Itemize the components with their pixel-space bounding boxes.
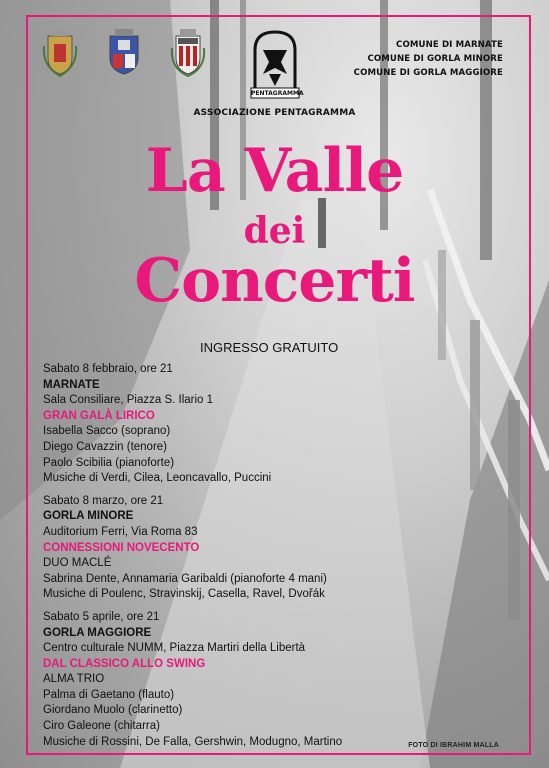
event-program: GRAN GALÀ LIRICO [43, 409, 155, 422]
event-detail: ALMA TRIO [43, 673, 105, 686]
event-town: MARNATE [43, 378, 100, 391]
event-town: GORLA MAGGIORE [43, 626, 152, 639]
comune-gorla-maggiore: COMUNE DI GORLA MAGGIORE [353, 68, 503, 78]
gorla-maggiore-crest-icon [168, 26, 208, 78]
event-detail: Musiche di Rossini, De Falla, Gershwin, Modugno, Martino [43, 735, 343, 748]
event-detail: Ciro Galeone (chitarra) [43, 720, 160, 733]
event-marnate [43, 362, 342, 487]
event-detail: Palma di Gaetano (flauto) [43, 688, 175, 701]
event-gorla-maggiore [43, 610, 342, 750]
event-detail: Isabella Sacco (soprano) [43, 425, 171, 438]
event-date: Sabato 8 marzo, ore 21 [43, 494, 164, 507]
event-venue: Sala Consiliare, Piazza S. Ilario 1 [43, 394, 214, 407]
gorla-minore-crest-icon [104, 26, 144, 78]
title-line-2: dei [243, 210, 306, 252]
event-program: CONNESSIONI NOVECENTO [43, 541, 200, 554]
comune-marnate: COMUNE DI MARNATE [396, 40, 503, 50]
event-detail: Paolo Scibilia (pianoforte) [43, 456, 175, 469]
event-detail: Sabrina Dente, Annamaria Garibaldi (pianoforte 4 mani) [43, 572, 327, 585]
event-venue: Centro culturale NUMM, Piazza Martiri della Libertà [43, 642, 306, 655]
event-detail: DUO MACLÉ [43, 557, 112, 570]
events-list [43, 362, 342, 757]
title-line-1: La Valle [145, 136, 404, 206]
event-detail: Diego Cavazzin (tenore) [43, 440, 168, 453]
admission-label: INGRESSO GRATUITO [200, 340, 339, 355]
comuni-list [354, 38, 503, 80]
title-line-3: Concerti [134, 246, 415, 316]
event-detail: Musiche di Verdi, Cilea, Leoncavallo, Puccini [43, 472, 272, 485]
event-venue: Auditorium Ferri, Via Roma 83 [43, 525, 198, 538]
event-date: Sabato 8 febbraio, ore 21 [43, 363, 173, 375]
association-name: ASSOCIAZIONE PENTAGRAMMA [193, 108, 356, 118]
logo-wordmark: PENTAGRAMMA [251, 90, 304, 97]
comune-gorla-minore: COMUNE DI GORLA MINORE [367, 54, 503, 64]
event-gorla-minore [43, 494, 342, 603]
event-detail: Giordano Muolo (clarinetto) [43, 704, 183, 717]
photo-credit: FOTO DI IBRAHIM MALLA [408, 742, 499, 749]
event-detail: Musiche di Poulenc, Stravinskij, Casella, Ravel, Dvořák [43, 588, 325, 601]
event-town: GORLA MINORE [43, 510, 134, 523]
event-date: Sabato 5 aprile, ore 21 [43, 610, 160, 623]
event-program: DAL CLASSICO ALLO SWING [43, 657, 206, 670]
marnate-crest-icon [40, 26, 80, 78]
